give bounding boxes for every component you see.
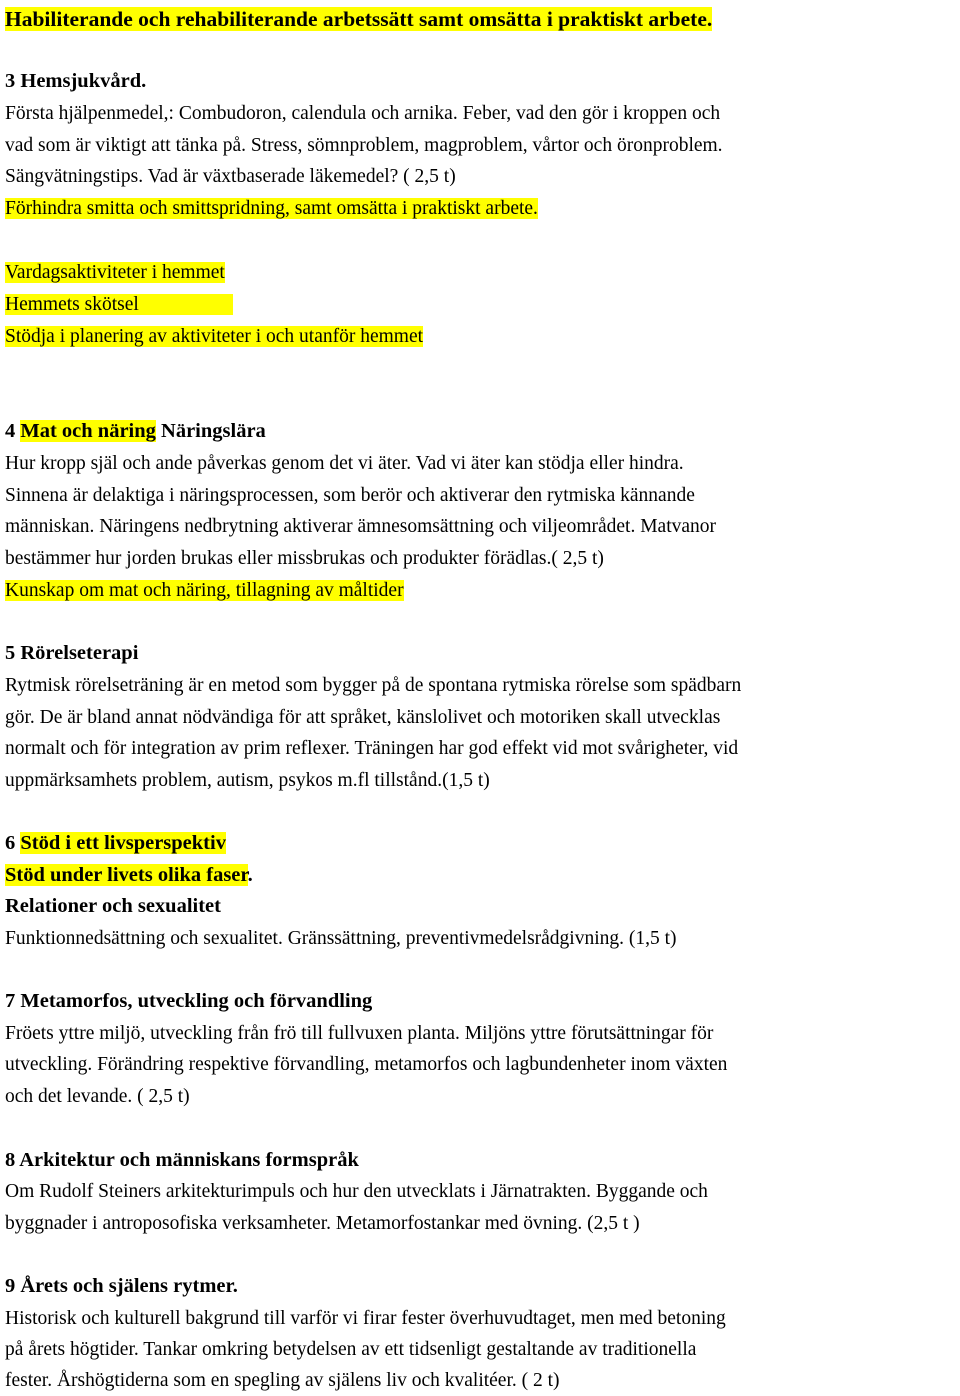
section-3-line-2: vad som är viktigt att tänka på. Stress, sömnproblem, magproblem, vårtor och öronproblem. [5,135,723,156]
section-8-line-2: byggnader i antroposofiska verksamheter. Metamorfostankar med övning. (2,5 t ) [5,1213,640,1234]
intro-heading [5,4,712,34]
section-3-line-1: Första hjälpenmedel,: Combudoron, calendula och arnika. Feber, vad den gör i kroppen och [5,103,721,124]
section-4-line-5-text: Kunskap om mat och näring, tillagning av måltider [5,580,404,601]
section-6-title [5,828,226,858]
hemmets-skotsel-text: Hemmets skötsel [5,294,233,315]
section-5-line-2: gör. De är bland annat nödvändiga för att språket, känslolivet och motoriken skall utvecklas [5,707,721,728]
section-6-subtitle-2: Relationer och sexualitet [5,895,221,917]
section-4-line-1: Hur kropp själ och ande påverkas genom det vi äter. Vad vi äter kan stödja eller hindra. [5,453,684,474]
stodja-text: Stödja i planering av aktiviteter i och utanför hemmet [5,326,424,347]
section-6-subtitle-highlight: Stöd under livets olika faser [5,864,248,886]
section-4-number: 4 [5,420,21,442]
section-4-line-2: Sinnena är delaktiga i näringsprocessen, som berör och aktiverar den rytmiska kännande [5,485,695,506]
section-5-title: 5 Rörelseterapi [5,642,139,664]
section-9-title: 9 Årets och själens rytmer. [5,1275,238,1297]
section-3-line-4 [5,194,538,224]
section-5-line-4: uppmärksamhets problem, autism, psykos m.fl tillstånd.(1,5 t) [5,770,490,791]
section-8-title: 8 Arkitektur och människans formspråk [5,1149,359,1171]
section-5-line-3: normalt och för integration av prim reflexer. Träningen har god effekt vid mot svårigheter, vid [5,738,739,759]
section-5-line-1: Rytmisk rörelseträning är en metod som bygger på de spontana rytmiska rörelse som spädbarn [5,675,742,696]
section-4-title-rest: Näringslära [155,420,266,442]
section-6-number: 6 [5,832,21,854]
vardagsaktiviteter-text: Vardagsaktiviteter i hemmet [5,262,225,283]
section-3-heading-stodja [5,322,423,352]
section-7-line-3: och det levande. ( 2,5 t) [5,1086,190,1107]
section-7-line-2: utveckling. Förändring respektive förvandling, metamorfos och lagbundenheter inom växten [5,1054,728,1075]
section-9-line-2: på årets högtider. Tankar omkring betydelsen av ett tidsenligt gestaltande av traditionella [5,1339,697,1360]
section-9-line-1: Historisk och kulturell bakgrund till varför vi firar fester överhuvudtaget, men med betoning [5,1308,726,1329]
section-6-title-highlight: Stöd i ett livsperspektiv [20,832,226,854]
section-4-title-highlight: Mat och näring [20,420,156,442]
section-3-title: 3 Hemsjukvård. [5,70,147,92]
section-4-title [5,416,266,446]
section-7-title: 7 Metamorfos, utveckling och förvandling [5,990,373,1012]
section-3-line-4-text: Förhindra smitta och smittspridning, samt omsätta i praktiskt arbete. [5,198,538,219]
section-6-line-1: Funktionnedsättning och sexualitet. Gränssättning, preventivmedelsrådgivning. (1,5 t) [5,928,677,949]
section-3-line-3: Sängvätningstips. Vad är växtbaserade läkemedel? ( 2,5 t) [5,166,456,187]
section-4-line-3: människan. Näringens nedbrytning aktiverar ämnesomsättning och viljeområdet. Matvanor [5,516,717,537]
intro-heading-text: Habiliterande och rehabiliterande arbetssätt samt omsätta i praktiskt arbete. [5,7,713,31]
section-4-line-5 [5,576,404,606]
section-8-line-1: Om Rudolf Steiners arkitekturimpuls och hur den utvecklats i Järnatrakten. Byggande och [5,1181,708,1202]
section-3-heading-hemmets-skotsel [5,290,233,320]
section-9-line-3: fester. Årshögtiderna som en spegling av själens liv och kvalitéer. ( 2 t) [5,1370,560,1391]
section-7-line-1: Fröets yttre miljö, utveckling från frö till fullvuxen planta. Miljöns yttre förutsättningar för [5,1023,714,1044]
section-3-heading-vardagsaktiviteter [5,258,225,288]
section-4-line-4: bestämmer hur jorden brukas eller missbrukas och produkter förädlas.( 2,5 t) [5,548,604,569]
section-6-subtitle-end: . [247,864,253,886]
section-6-subtitle [5,860,253,890]
